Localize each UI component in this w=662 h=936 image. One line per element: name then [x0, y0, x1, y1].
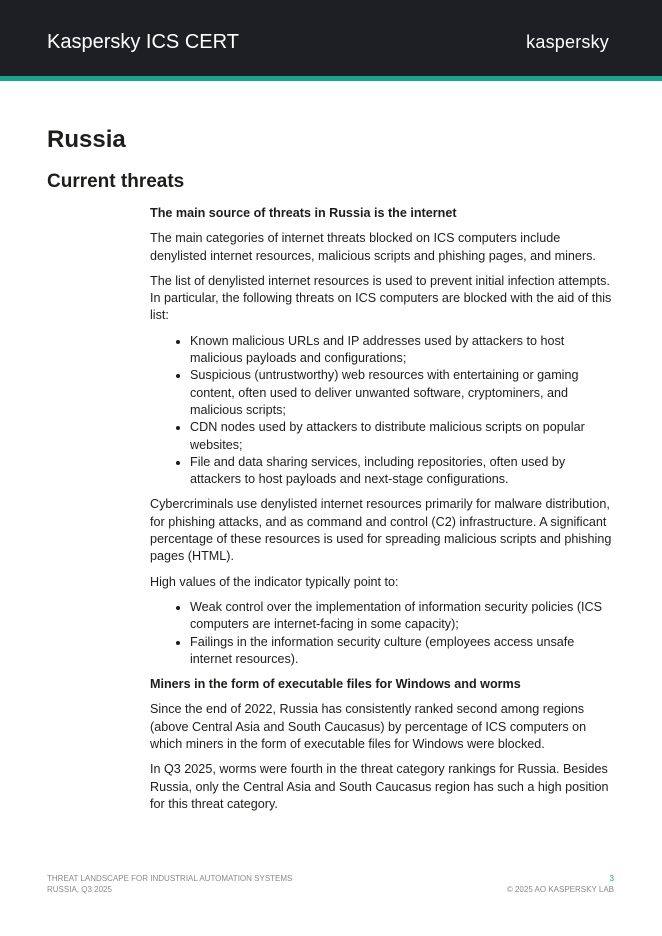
bullet-list: [150, 333, 616, 489]
list-item: • Weak control over the implementation of information security policies (ICS computers are internet-facing in some capacity);: [190, 599, 616, 634]
copyright: © 2025 AO KASPERSKY LAB: [506, 885, 614, 894]
body-text: [150, 205, 616, 821]
page-title: Russia: [47, 126, 126, 153]
paragraph: Cybercriminals use denylisted internet resources primarily for malware distribution, for phishing attacks, and as command and control (C2) infrastructure. A significant percentage of these resources is used for spreading malicious scripts and phishing pages (HTML).: [150, 497, 612, 564]
subheading: Miners in the form of executable files for Windows and worms: [150, 677, 521, 692]
page-header: [0, 0, 662, 76]
list-item: • Suspicious (untrustworthy) web resources with entertaining or gaming content, often used to deliver unwanted software, cryptominers, and malicious scripts;: [190, 367, 616, 419]
paragraph: Since the end of 2022, Russia has consistently ranked second among regions (above Central Asia and South Caucasus) by percentage of ICS computers on which miners in the form of executable files for Windows were blocked.: [150, 702, 587, 752]
footer-right: [507, 873, 614, 895]
section-title: Current threats: [47, 171, 185, 192]
list-item: • Known malicious URLs and IP addresses used by attackers to host malicious payloads and configurations;: [190, 333, 616, 368]
footer-left: [47, 873, 292, 895]
header-accent-stripe: [0, 76, 662, 81]
paragraph: High values of the indicator typically point to:: [150, 574, 399, 589]
list-item: • CDN nodes used by attackers to distribute malicious scripts on popular websites;: [190, 419, 616, 454]
paragraph: The main categories of internet threats blocked on ICS computers include denylisted internet resources, malicious scripts and phishing pages, and miners.: [150, 231, 596, 263]
list-item: • Failings in the information security culture (employees access unsafe internet resources).: [190, 634, 616, 669]
footer-report-title: THREAT LANDSCAPE FOR INDUSTRIAL AUTOMATION SYSTEMS: [47, 874, 293, 883]
paragraph: In Q3 2025, worms were fourth in the threat category rankings for Russia. Besides Russia, only the Central Asia and South Caucasus region has such a high position for this threat category.: [150, 762, 609, 811]
header-title: Kaspersky ICS CERT: [47, 31, 239, 53]
footer-report-subtitle: RUSSIA, Q3 2025: [47, 885, 112, 894]
bullet-list: [150, 599, 616, 668]
list-item: • File and data sharing services, including repositories, often used by attackers to host payloads and next-stage configurations.: [190, 454, 616, 489]
page-number: 3: [609, 874, 614, 883]
kaspersky-logo: kaspersky: [526, 32, 609, 52]
subheading: The main source of threats in Russia is the internet: [150, 206, 457, 220]
paragraph: The list of denylisted internet resources is used to prevent initial infection attempts. In particular, the following threats on ICS computers are blocked with the aid of this list:: [150, 273, 612, 323]
